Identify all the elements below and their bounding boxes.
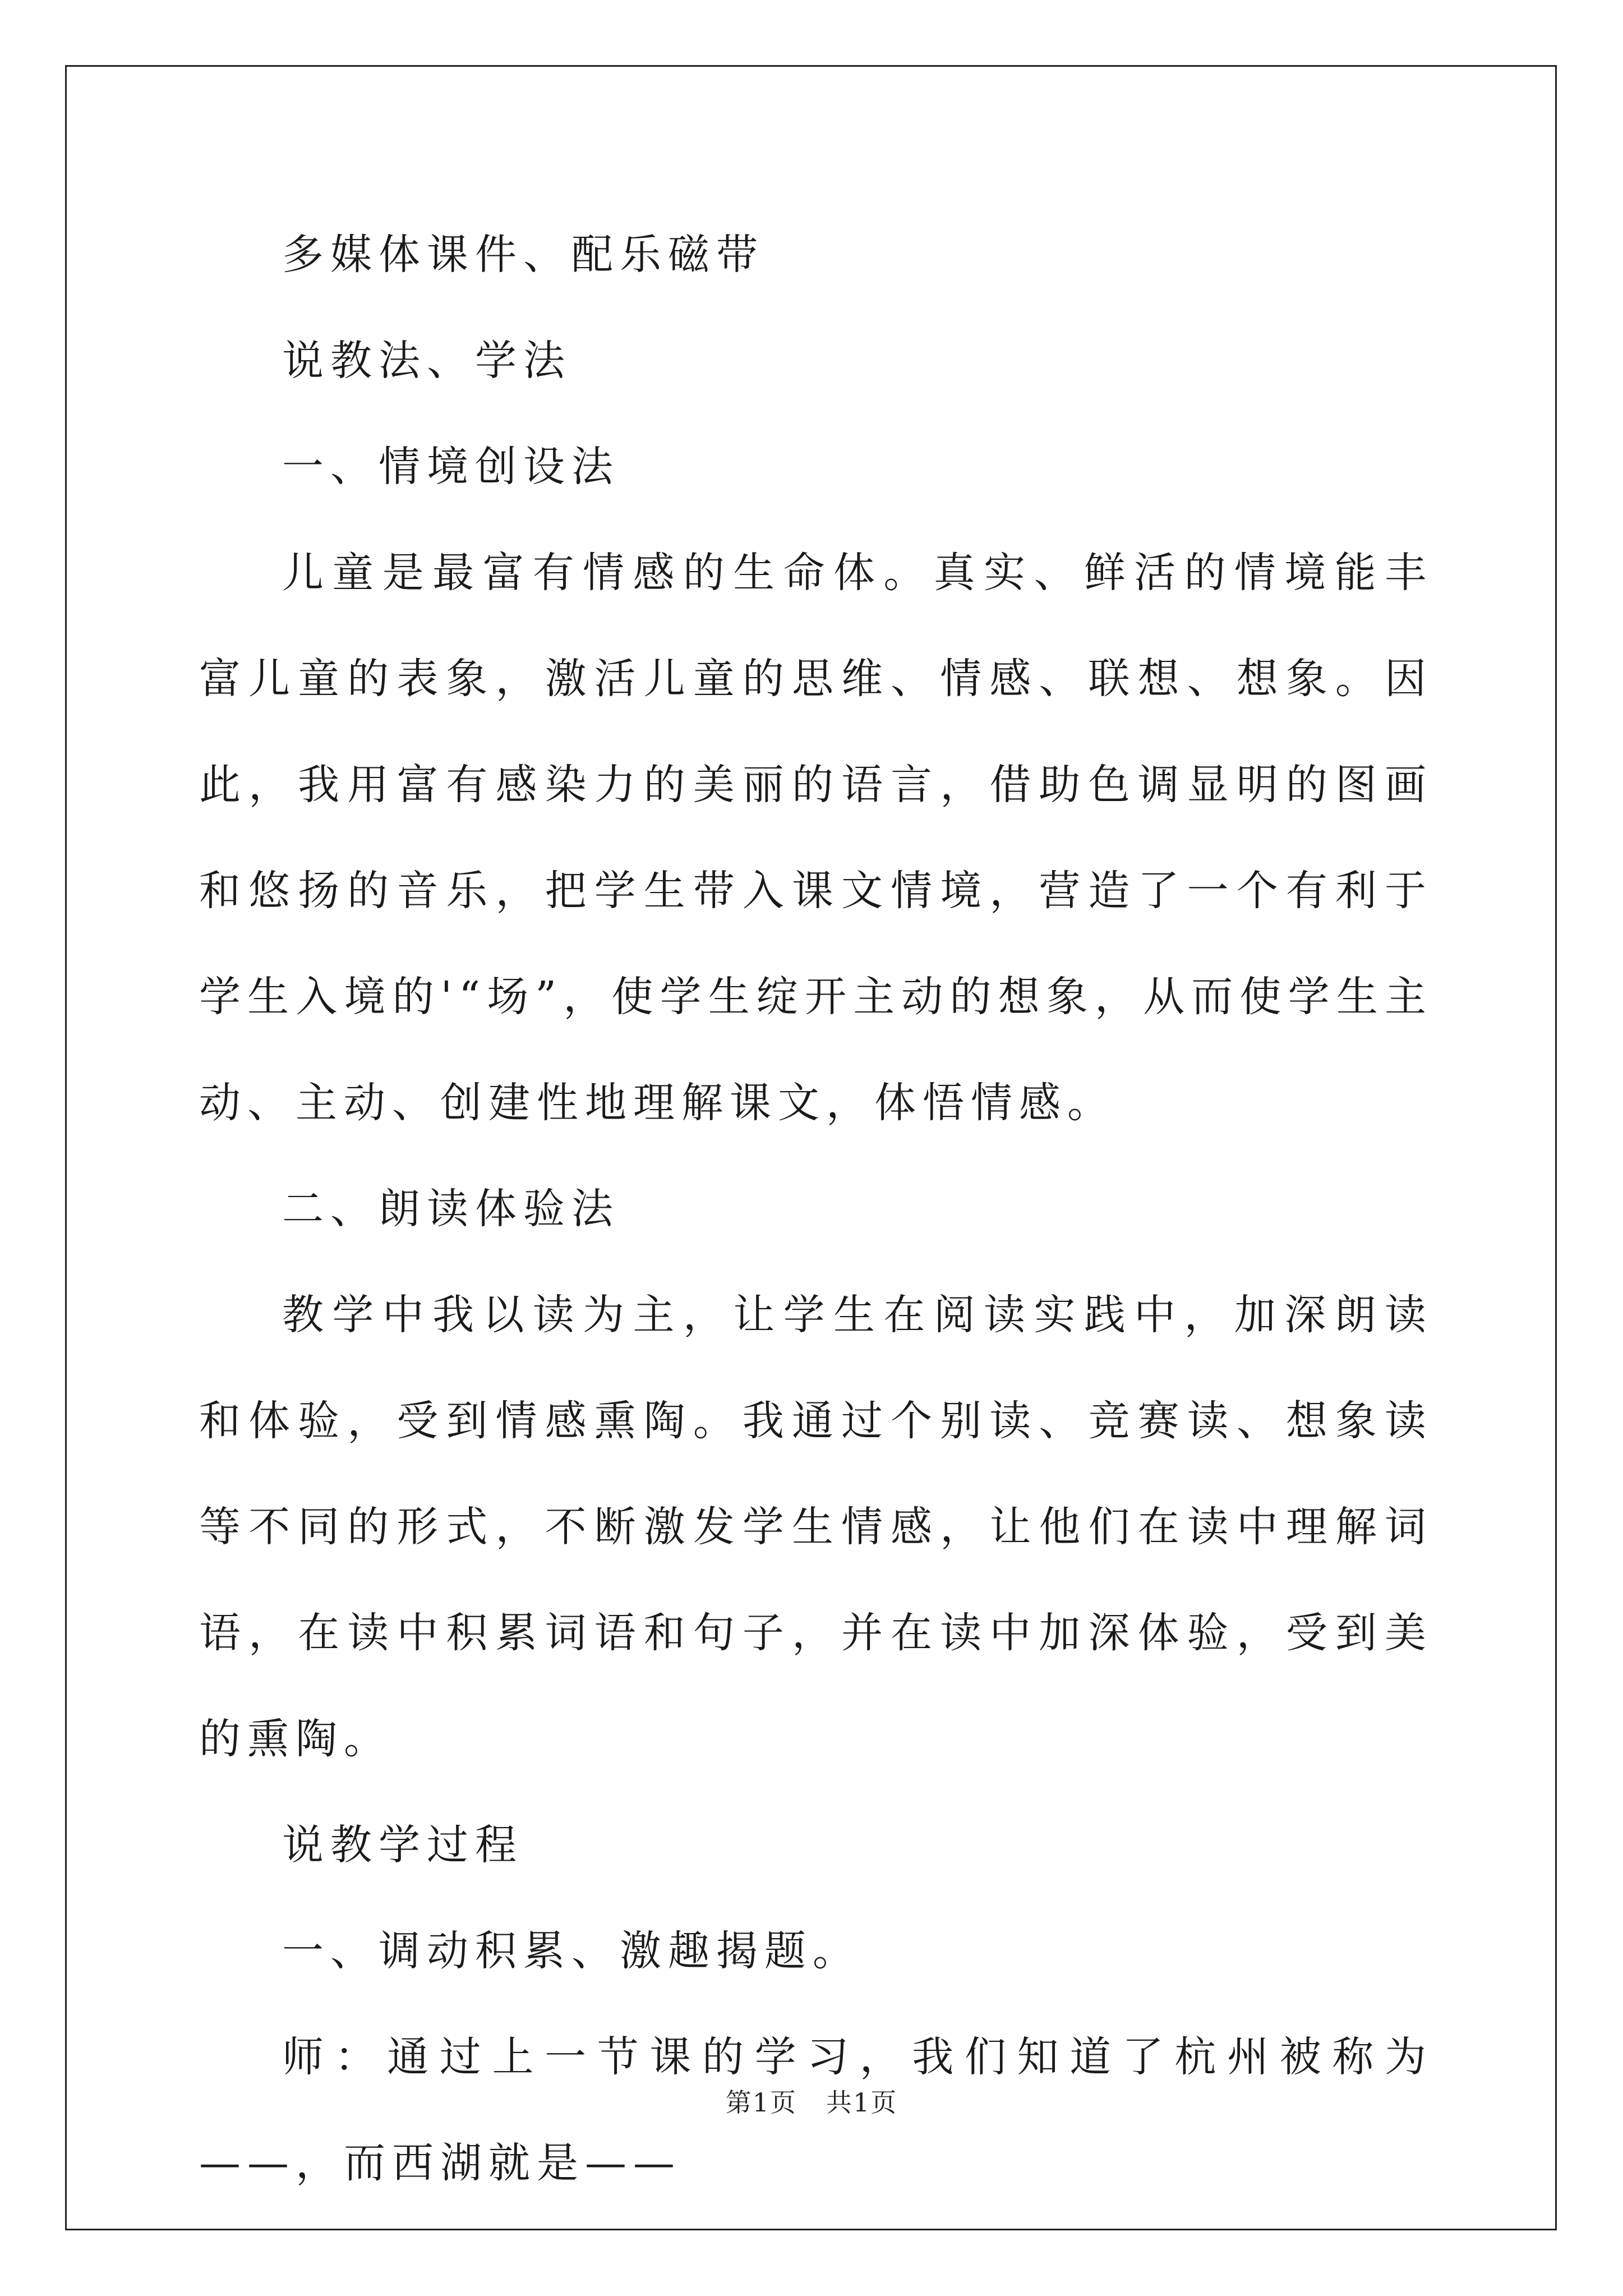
heading-step-one: 一、调动积累、激趣揭题。 [282, 1927, 861, 1975]
heading-situation-method: 一、情境创设法 [282, 443, 620, 491]
paragraph-reading-method: 教学中我以读为主，让学生在阅读实践中，加深朗读和体验，受到情感熏陶。我通过个别读、竞赛读、想象读等不同的形式，不断激发学生情感，让他们在读中理解词语，在读中积累词语和句子，并在读中加深体验，受到美的熏陶。 [199, 1291, 1433, 1763]
paragraph-situation-method: 儿童是最富有情感的生命体。真实、鲜活的情境能丰富儿童的表象，激活儿童的思维、情感、联想、想象。因此，我用富有感染力的美丽的语言，借助色调显明的图画和悠扬的音乐，把学生带入课文情境，营造了一个有利于学生入境的'“场”，使学生绽开主动的想象，从而使学生主动、主动、创建性地理解课文，体悟情感。 [199, 549, 1433, 1127]
document-body [199, 202, 1433, 2216]
page-total: 共1页 [826, 2087, 898, 2118]
heading-teaching-methods: 说教法、学法 [282, 337, 571, 385]
paragraph-teacher-intro: 师：通过上一节课的学习，我们知道了杭州被称为——，而西湖就是—— [199, 2033, 1433, 2187]
heading-reading-method: 二、朗读体验法 [282, 1185, 620, 1233]
heading-teaching-process: 说教学过程 [282, 1821, 523, 1869]
page-number: 第1页 [725, 2087, 797, 2118]
page-footer [0, 2086, 1623, 2119]
paragraph-materials: 多媒体课件、配乐磁带 [282, 231, 764, 279]
